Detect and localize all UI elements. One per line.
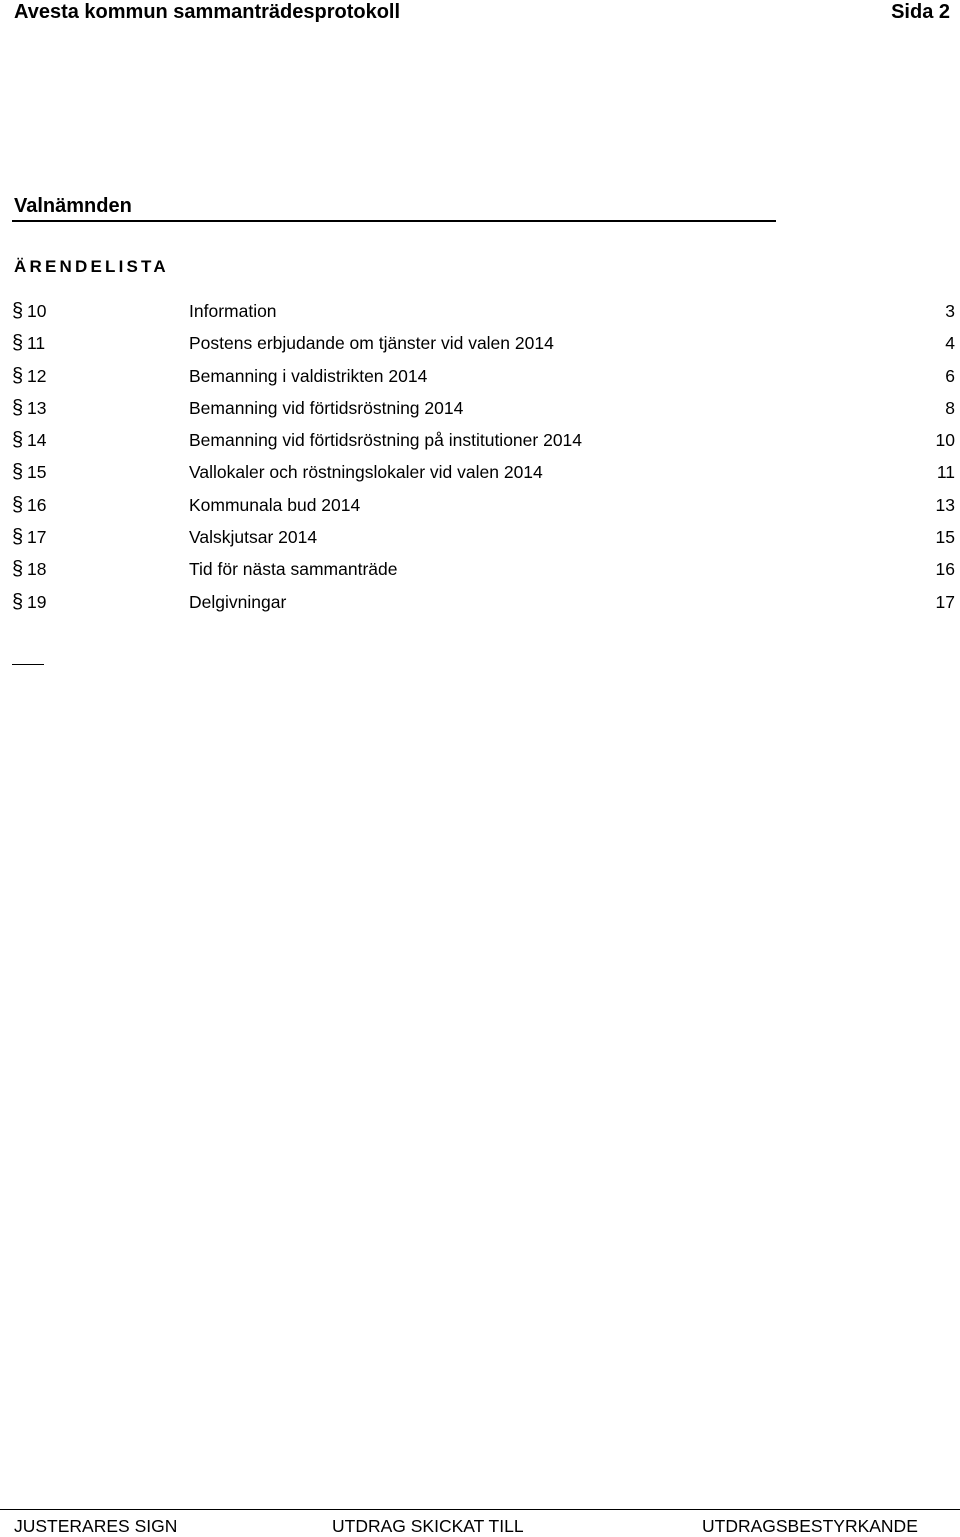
agenda-item — [0, 297, 960, 325]
footer-divider — [0, 1509, 960, 1510]
agenda-item-number: 13 — [27, 398, 47, 418]
section-symbol: § — [12, 397, 24, 419]
agenda-item-title: Kommunala bud 2014 — [189, 495, 361, 515]
committee-underline — [12, 220, 776, 222]
agenda-item-page: 6 — [945, 366, 955, 386]
agenda-item — [0, 523, 960, 551]
section-symbol: § — [12, 591, 24, 613]
section-symbol: § — [12, 429, 24, 451]
agenda-item-title: Information — [189, 301, 277, 321]
footer-extract-sent-label: UTDRAG SKICKAT TILL — [332, 1516, 524, 1536]
agenda-item-page: 15 — [935, 527, 955, 547]
agenda-item-title: Tid för nästa sammanträde — [189, 559, 398, 579]
agenda-item-page: 3 — [945, 301, 955, 321]
agenda-item-title: Delgivningar — [189, 592, 287, 612]
agenda-item — [0, 588, 960, 616]
agenda-item-title: Bemanning i valdistrikten 2014 — [189, 366, 428, 386]
agenda-item-page: 13 — [935, 495, 955, 515]
agenda-item-page: 11 — [936, 462, 955, 482]
agenda-item-page: 10 — [935, 430, 955, 450]
agenda-item-page: 16 — [935, 559, 955, 579]
agenda-item — [0, 555, 960, 583]
agenda-item — [0, 394, 960, 422]
section-symbol: § — [12, 461, 24, 483]
page-number: Sida 2 — [891, 1, 950, 23]
agenda-list-heading: ÄRENDELISTA — [14, 257, 169, 276]
committee-name: Valnämnden — [14, 195, 132, 217]
agenda-item — [0, 362, 960, 390]
agenda-item — [0, 491, 960, 519]
agenda-item-number: 12 — [27, 366, 47, 386]
document-title: Avesta kommun sammanträdesprotokoll — [14, 1, 401, 23]
agenda-item-title: Bemanning vid förtidsröstning 2014 — [189, 398, 464, 418]
section-symbol: § — [12, 300, 24, 322]
agenda-item-page: 17 — [935, 592, 955, 612]
agenda-item-title: Bemanning vid förtidsröstning på institutioner 2014 — [189, 430, 583, 450]
agenda-item-number: 16 — [27, 495, 47, 515]
agenda-item-number: 15 — [27, 462, 47, 482]
agenda-item-title: Vallokaler och röstningslokaler vid valen 2014 — [189, 462, 543, 482]
footer-signature-label: JUSTERARES SIGN — [14, 1516, 178, 1536]
footer-extract-certified-label: UTDRAGSBESTYRKANDE — [702, 1516, 918, 1536]
agenda-item-title: Valskjutsar 2014 — [189, 527, 318, 547]
agenda-item-number: 14 — [27, 430, 47, 450]
agenda-item-page: 4 — [945, 333, 955, 353]
agenda-item — [0, 329, 960, 357]
agenda-item-number: 17 — [27, 527, 47, 547]
section-symbol: § — [12, 332, 24, 354]
agenda-item-number: 10 — [27, 301, 47, 321]
agenda-item — [0, 426, 960, 454]
end-of-list-rule — [12, 664, 44, 665]
section-symbol: § — [12, 365, 24, 387]
agenda-item-number: 18 — [27, 559, 47, 579]
agenda-item — [0, 458, 960, 486]
agenda-item-title: Postens erbjudande om tjänster vid valen 2014 — [189, 333, 554, 353]
section-symbol: § — [12, 494, 24, 516]
agenda-item-page: 8 — [945, 398, 955, 418]
agenda-item-number: 11 — [27, 333, 46, 353]
agenda-item-number: 19 — [27, 592, 47, 612]
section-symbol: § — [12, 526, 24, 548]
section-symbol: § — [12, 558, 24, 580]
